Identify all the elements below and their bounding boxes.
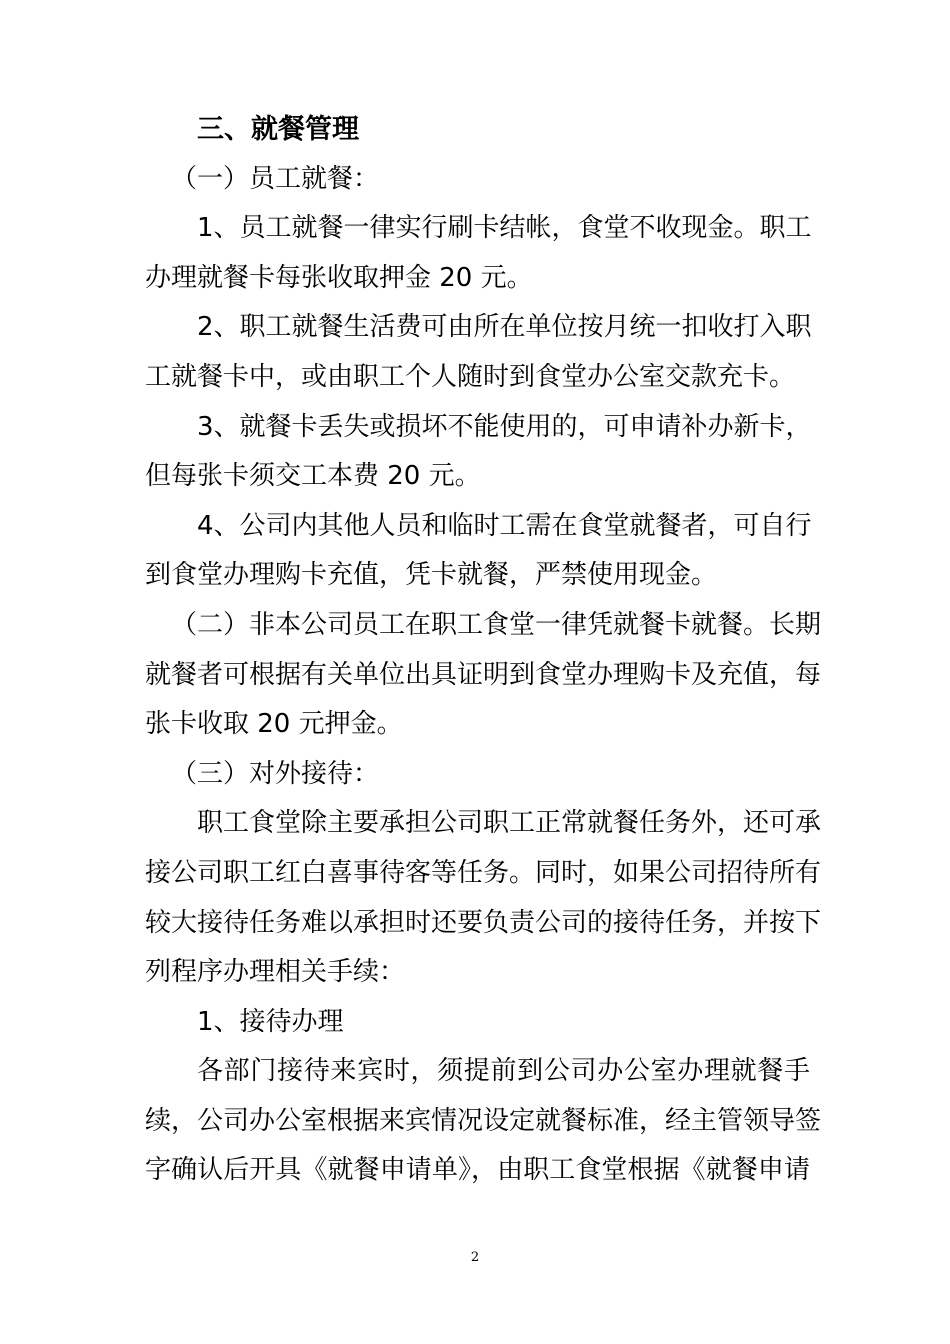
paragraph-line: 职工食堂除主要承担公司职工正常就餐任务外，还可承 bbox=[197, 808, 822, 839]
subsection-heading-staff-dining: （一）员工就餐： bbox=[171, 163, 380, 194]
paragraph-line: 4、公司内其他人员和临时工需在食堂就餐者，可自行 bbox=[197, 510, 812, 541]
paragraph-line: 接公司职工红白喜事待客等任务。同时，如果公司招待所有 bbox=[145, 857, 822, 888]
paragraph-line: 各部门接待来宾时，须提前到公司办公室办理就餐手 bbox=[197, 1056, 810, 1087]
paragraph-line: 工就餐卡中，或由职工个人随时到食堂办公室交款充卡。 bbox=[145, 361, 796, 392]
paragraph-line: 列程序办理相关手续： bbox=[145, 957, 406, 988]
page-number: 2 bbox=[470, 1250, 480, 1265]
subsection-heading-external-reception: （三）对外接待： bbox=[171, 758, 380, 789]
paragraph-line: 字确认后开具《就餐申请单》，由职工食堂根据《就餐申请 bbox=[145, 1155, 810, 1186]
paragraph-line: （二）非本公司员工在职工食堂一律凭就餐卡就餐。长期 bbox=[171, 609, 822, 640]
paragraph-line: 1、员工就餐一律实行刷卡结帐，食堂不收现金。职工 bbox=[197, 213, 812, 244]
paragraph-line: 续，公司办公室根据来宾情况设定就餐标准，经主管领导签 bbox=[145, 1105, 822, 1136]
paragraph-line: 但每张卡须交工本费 20 元。 bbox=[145, 461, 481, 492]
paragraph-line: 到食堂办理购卡充值，凭卡就餐，严禁使用现金。 bbox=[145, 560, 718, 591]
paragraph-line: 3、就餐卡丢失或损坏不能使用的，可申请补办新卡， bbox=[197, 411, 812, 442]
paragraph-line: 就餐者可根据有关单位出具证明到食堂办理购卡及充值，每 bbox=[145, 659, 822, 690]
paragraph-line: 张卡收取 20 元押金。 bbox=[145, 709, 403, 740]
paragraph-line: 较大接待任务难以承担时还要负责公司的接待任务，并按下 bbox=[145, 907, 822, 938]
document-body bbox=[145, 105, 822, 1196]
paragraph-line: 办理就餐卡每张收取押金 20 元。 bbox=[145, 262, 533, 293]
paragraph-line: 2、职工就餐生活费可由所在单位按月统一扣收打入职 bbox=[197, 312, 812, 343]
section-title: 三、就餐管理 bbox=[197, 114, 359, 145]
item-heading-reception-handling: 1、接待办理 bbox=[197, 1006, 344, 1037]
